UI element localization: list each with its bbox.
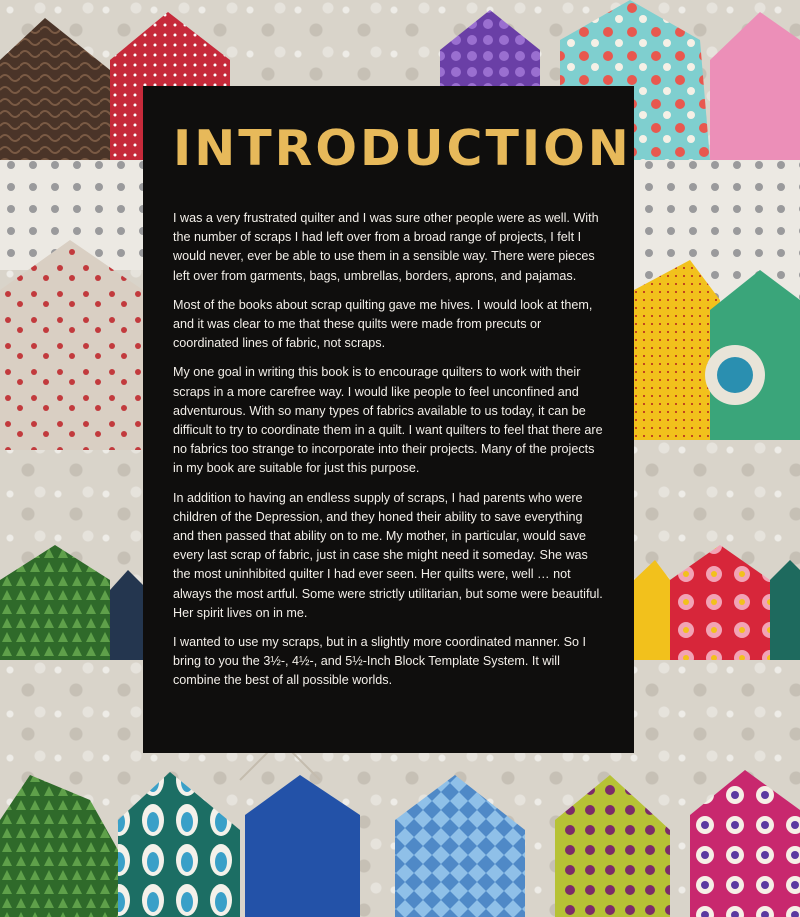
intro-paragraph-5: I wanted to use my scraps, but in a slightly more coordinated manner. So I bring to you the 3½-, 4½-, and 5½-Inch Block Template System. It will combine the best of all possible worlds.: [173, 635, 587, 688]
intro-paragraph-4: In addition to having an endless supply of scraps, I had parents who were children of the Depression, and they honed their ability to save everything and then passed that ability on to me. My mother, in particular, would save every last scrap of fabric, just in case she might need it someday. She was the most uninhibited quilter I had ever seen. Her quilts were, well … not always the most artful. Some were strictly utilitarian, but some were beautiful. Her spirit lives on in me.: [173, 490, 603, 620]
introduction-card: [143, 86, 634, 753]
intro-paragraph-1: I was a very frustrated quilter and I was sure other people were as well. With the number of scraps I had left over from a broad range of projects, I felt I would never, ever be able to use them in a sensible way. There were pieces left over from garments, bags, umbrellas, borders, aprons, and pajamas.: [173, 211, 599, 283]
intro-paragraph-2: Most of the books about scrap quilting gave me hives. I would look at them, and it was clear to me that these quilts were made from precuts or coordinated lines of fabric, not scraps.: [173, 297, 593, 351]
intro-paragraph-3: My one goal in writing this book is to encourage quilters to work with their scraps in a more carefree way. I would like people to feel unconfined and adventurous. With so many types of fabrics available to us today, it can be difficult to try to coordinate them in a quilt. I want quilters to feel that there are no fabrics too strange to incorporate into their projects. Many of the projects in my book are suitable for just this purpose.: [173, 365, 603, 476]
page-title: INTRODUCTION: [173, 120, 632, 177]
